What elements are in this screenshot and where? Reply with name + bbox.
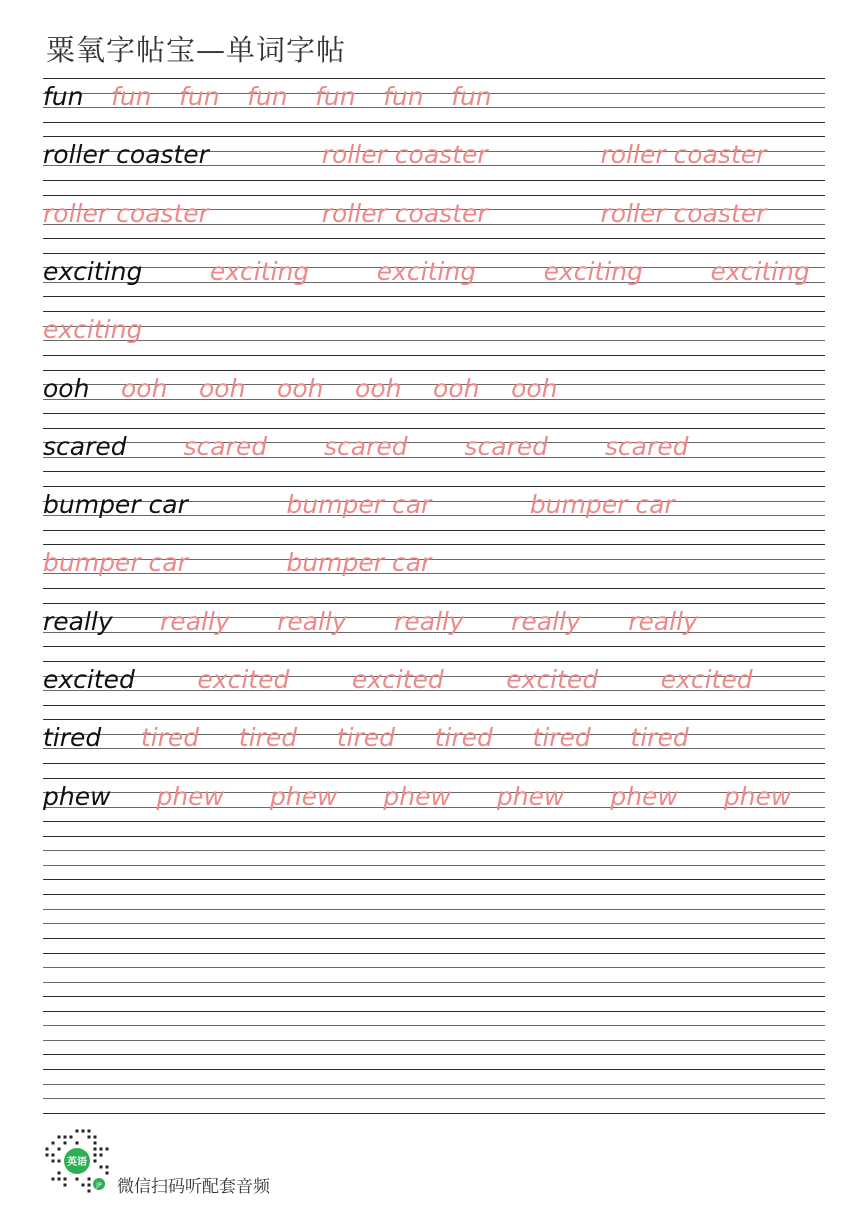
footer-text: 微信扫码听配套音频 [117,1177,270,1197]
guide-line [43,253,825,254]
writing-row [43,486,825,530]
writing-row [43,836,825,880]
qr-dot [94,1148,97,1151]
guide-line [43,967,825,968]
model-word: excited [43,665,135,694]
qr-dot [58,1172,61,1175]
qr-dot [88,1190,91,1193]
qr-dot [52,1142,55,1145]
guide-line [43,1069,825,1070]
trace-word: phew [496,781,565,811]
qr-dot [106,1172,109,1175]
guide-line [43,296,825,297]
writing-row [43,78,825,122]
guide-line [43,180,825,181]
qr-dot [58,1160,61,1163]
qr-dot [94,1154,97,1157]
guide-line [43,428,825,429]
writing-row [43,603,825,647]
qr-dot [58,1178,61,1181]
trace-word: exciting [710,256,810,286]
trace-word: exciting [376,256,477,286]
guide-line [43,1040,825,1041]
qr-dot [64,1142,67,1145]
qr-dot [52,1154,55,1157]
trace-word: ooh [277,373,324,403]
trace-word: ooh [121,373,168,403]
trace-word: really [160,606,230,636]
trace-word: tired [140,723,200,753]
model-word: phew [43,781,111,811]
trace-word: fun [179,82,220,111]
writing-row [43,894,825,938]
qr-dot [106,1166,109,1169]
trace-word: exciting [209,256,310,286]
trace-word: excited [197,665,290,694]
guide-line [43,107,825,108]
guide-line [43,836,825,837]
guide-line [43,778,825,779]
qr-dot [58,1148,61,1151]
guide-line [43,1098,825,1099]
guide-line [43,821,825,822]
guide-line [43,195,825,196]
trace-word: scared [464,431,549,461]
guide-line [43,982,825,983]
qr-dot [76,1142,79,1145]
qr-dot [94,1142,97,1145]
trace-word: fun [111,82,152,111]
trace-word: tired [336,723,395,753]
guide-line [43,370,825,371]
guide-line [43,238,825,239]
guide-line [43,865,825,866]
model-word: bumper car [43,490,188,520]
qr-dot [52,1178,55,1181]
practice-sheet [43,78,825,1118]
guide-line [43,136,825,137]
guide-line [43,355,825,356]
qr-dot [64,1178,67,1181]
qr-dot [82,1130,85,1133]
trace-word: tired [434,723,493,753]
trace-word: roller coaster [600,140,767,170]
trace-word: phew [156,781,225,811]
guide-line [43,1113,825,1114]
writing-row [43,719,825,763]
trace-word: bumper car [529,490,675,520]
model-word: fun [43,82,84,111]
guide-line [43,719,825,720]
qr-dot [76,1178,79,1181]
qr-dot [46,1154,49,1157]
qr-dot [64,1136,67,1139]
guide-line [43,471,825,472]
guide-line [43,1025,825,1026]
trace-word: phew [610,781,678,811]
qr-dot [58,1136,61,1139]
guide-line [43,938,825,939]
guide-line [43,93,825,94]
trace-word: ooh [355,373,402,403]
trace-word: scared [183,431,268,461]
qr-dot [94,1136,97,1139]
qr-dot [88,1178,91,1181]
guide-line [43,530,825,531]
trace-word: tired [238,723,298,753]
trace-word: fun [383,82,424,111]
model-word: scared [43,431,127,461]
trace-word: excited [660,665,753,694]
guide-line [43,850,825,851]
qr-dot [64,1184,67,1187]
page-title: 粟氧字帖宝—单词字帖 [46,33,347,67]
trace-word: exciting [543,256,643,286]
writing-row [43,953,825,997]
trace-word: really [628,606,698,636]
guide-line [43,457,825,458]
guide-line [43,909,825,910]
qr-dot [100,1154,103,1157]
trace-word: ooh [199,373,246,403]
guide-line [43,763,825,764]
writing-row [43,195,825,239]
trace-word: fun [315,82,356,111]
trace-word: excited [351,665,444,694]
guide-line [43,326,825,327]
qr-dot [100,1166,103,1169]
guide-line [43,311,825,312]
trace-word: phew [723,781,792,811]
trace-word: scared [323,431,408,461]
trace-word: ooh [511,373,558,403]
guide-line [43,340,825,341]
qr-mini-badge-label: JP [96,1182,102,1189]
guide-line [43,1084,825,1085]
guide-line [43,705,825,706]
trace-word: really [394,606,464,636]
writing-row [43,778,825,822]
trace-word: fun [247,82,288,111]
guide-line [43,1011,825,1012]
writing-row [43,1011,825,1055]
guide-line [43,588,825,589]
guide-line [43,544,825,545]
qr-dot [88,1184,91,1187]
qr-dot [106,1148,109,1151]
audio-footer [42,1126,362,1202]
model-word: ooh [43,373,90,403]
trace-word: roller coaster [321,140,488,170]
writing-row [43,253,825,297]
trace-word: ooh [433,373,480,403]
trace-word: bumper car [286,490,432,520]
trace-word: roller coaster [321,198,488,228]
trace-word: scared [604,431,689,461]
model-word: tired [43,723,102,753]
trace-word: roller coaster [600,198,767,228]
qr-dot [88,1130,91,1133]
trace-word: tired [630,723,689,753]
qr-badge-label: 英语 [67,1157,87,1168]
guide-line [43,78,825,79]
guide-line [43,1054,825,1055]
qr-code-icon[interactable] [42,1126,112,1196]
trace-word: tired [532,723,591,753]
qr-dot [88,1136,91,1139]
trace-word: bumper car [43,548,188,578]
qr-dot [100,1148,103,1151]
writing-row [43,136,825,180]
trace-word: really [511,606,581,636]
trace-word: phew [383,781,451,811]
guide-line [43,442,825,443]
writing-row [43,370,825,414]
guide-line [43,894,825,895]
qr-dot [94,1160,97,1163]
trace-word: roller coaster [43,198,209,228]
model-word: roller coaster [43,140,209,170]
trace-word: fun [451,82,492,111]
trace-word: bumper car [286,548,432,578]
guide-line [43,413,825,414]
writing-row [43,661,825,705]
writing-row [43,428,825,472]
model-word: really [43,606,113,636]
trace-word: really [277,606,347,636]
trace-word: exciting [43,315,143,345]
writing-row [43,544,825,588]
qr-dot [46,1148,49,1151]
guide-line [43,486,825,487]
guide-line [43,646,825,647]
guide-line [43,603,825,604]
guide-line [43,996,825,997]
qr-dot [76,1130,79,1133]
trace-word: phew [269,781,338,811]
writing-row [43,311,825,355]
writing-row [43,1069,825,1113]
guide-line [43,923,825,924]
trace-word: excited [506,665,599,694]
qr-dot [82,1184,85,1187]
guide-line [43,879,825,880]
guide-line [43,953,825,954]
guide-line [43,661,825,662]
qr-dot [70,1136,73,1139]
qr-dot [52,1160,55,1163]
model-word: exciting [43,256,143,286]
guide-line [43,122,825,123]
